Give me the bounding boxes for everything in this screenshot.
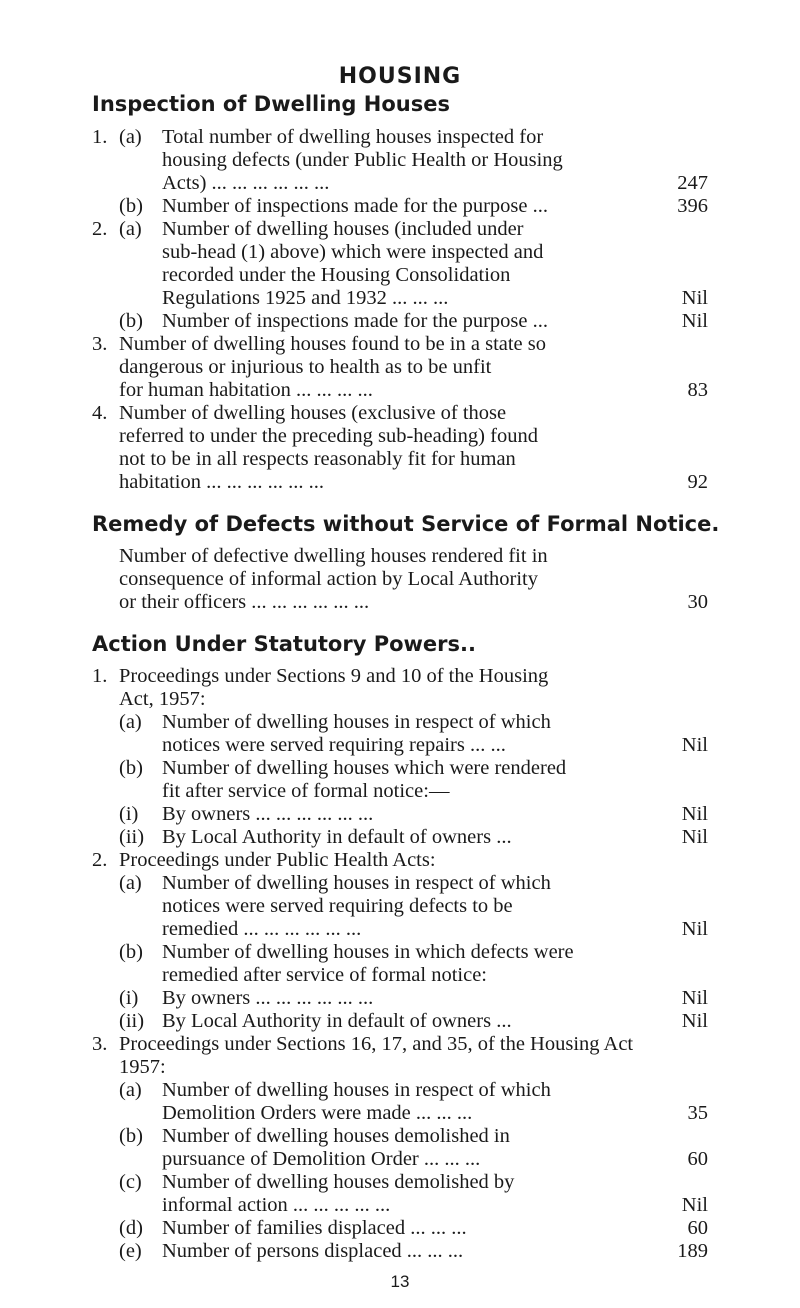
value-cell: 83 bbox=[687, 379, 708, 401]
text-line: Number of persons displaced ... ... ... bbox=[162, 1240, 464, 1262]
text-line: By owners ... ... ... ... ... ... bbox=[162, 803, 374, 825]
section-heading-inspection: Inspection of Dwelling Houses bbox=[92, 92, 450, 116]
text-line: remedied after service of formal notice: bbox=[162, 964, 487, 986]
item-marker: (a) bbox=[119, 711, 142, 733]
item-marker: 3. bbox=[92, 333, 108, 355]
item-marker: (i) bbox=[119, 803, 139, 825]
value-cell: 30 bbox=[687, 591, 708, 613]
item-marker: (d) bbox=[119, 1217, 143, 1239]
text-line: Regulations 1925 and 1932 ... ... ... bbox=[162, 287, 449, 309]
item-marker: (b) bbox=[119, 757, 143, 779]
item-marker: (a) bbox=[119, 126, 142, 148]
value-cell: Nil bbox=[681, 918, 708, 940]
value-cell: 60 bbox=[687, 1217, 708, 1239]
item-marker: (b) bbox=[119, 310, 143, 332]
item-marker: (b) bbox=[119, 1125, 143, 1147]
text-line: Number of dwelling houses (included under bbox=[162, 218, 524, 240]
item-marker: (a) bbox=[119, 218, 142, 240]
text-line: informal action ... ... ... ... ... bbox=[162, 1194, 391, 1216]
text-line: notices were served requiring defects to be bbox=[162, 895, 513, 917]
value-cell: 92 bbox=[687, 471, 708, 493]
value-cell: 60 bbox=[687, 1148, 708, 1170]
text-line: Number of dwelling houses in respect of which bbox=[162, 872, 551, 894]
item-marker: 2. bbox=[92, 218, 108, 240]
item-marker: 3. bbox=[92, 1033, 108, 1055]
text-line: pursuance of Demolition Order ... ... ... bbox=[162, 1148, 481, 1170]
item-marker: (ii) bbox=[119, 826, 145, 848]
text-line: Number of dwelling houses (exclusive of those bbox=[119, 402, 507, 424]
text-line: Number of dwelling houses in which defects were bbox=[162, 941, 574, 963]
text-line: Number of defective dwelling houses rendered fit in bbox=[119, 545, 548, 567]
text-line: not to be in all respects reasonably fit for human bbox=[119, 448, 516, 470]
item-marker: (e) bbox=[119, 1240, 142, 1262]
text-line: Number of inspections made for the purpose ... bbox=[162, 310, 548, 332]
text-line: By owners ... ... ... ... ... ... bbox=[162, 987, 374, 1009]
value-cell: Nil bbox=[681, 734, 708, 756]
value-cell: 247 bbox=[677, 172, 708, 194]
text-line: consequence of informal action by Local Authority bbox=[119, 568, 538, 590]
text-line: Number of inspections made for the purpose ... bbox=[162, 195, 548, 217]
text-line: By Local Authority in default of owners ... bbox=[162, 1010, 512, 1032]
value-cell: 35 bbox=[687, 1102, 708, 1124]
item-marker: (ii) bbox=[119, 1010, 145, 1032]
item-marker: 4. bbox=[92, 402, 108, 424]
text-line: Number of dwelling houses in respect of which bbox=[162, 1079, 551, 1101]
item-marker: (b) bbox=[119, 195, 143, 217]
text-line: Number of dwelling houses demolished in bbox=[162, 1125, 510, 1147]
text-line: habitation ... ... ... ... ... ... bbox=[119, 471, 324, 493]
page-number: 13 bbox=[390, 1272, 410, 1291]
text-line: 1957: bbox=[119, 1056, 166, 1078]
text-line: housing defects (under Public Health or Housing bbox=[162, 149, 563, 171]
section-heading-remedy: Remedy of Defects without Service of Formal Notice. bbox=[92, 512, 720, 536]
text-line: Number of dwelling houses found to be in a state so bbox=[119, 333, 547, 355]
text-line: recorded under the Housing Consolidation bbox=[162, 264, 511, 286]
value-cell: Nil bbox=[681, 1194, 708, 1216]
text-line: Demolition Orders were made ... ... ... bbox=[162, 1102, 473, 1124]
item-marker: 2. bbox=[92, 849, 108, 871]
text-line: fit after service of formal notice:— bbox=[162, 780, 450, 802]
text-line: Proceedings under Sections 16, 17, and 35, of the Housing Act bbox=[119, 1033, 634, 1055]
text-line: Number of families displaced ... ... ... bbox=[162, 1217, 467, 1239]
text-line: sub-head (1) above) which were inspected and bbox=[162, 241, 544, 263]
item-marker: (c) bbox=[119, 1171, 142, 1193]
item-marker: (i) bbox=[119, 987, 139, 1009]
item-marker: 1. bbox=[92, 665, 108, 687]
text-line: Proceedings under Sections 9 and 10 of the Housing bbox=[119, 665, 549, 687]
text-line: notices were served requiring repairs ... ... bbox=[162, 734, 506, 756]
text-line: Total number of dwelling houses inspected for bbox=[162, 126, 544, 148]
text-line: Number of dwelling houses in respect of which bbox=[162, 711, 551, 733]
value-cell: Nil bbox=[681, 803, 708, 825]
section-heading-statutory: Action Under Statutory Powers.. bbox=[92, 632, 476, 656]
text-line: for human habitation ... ... ... ... bbox=[119, 379, 373, 401]
value-cell: Nil bbox=[681, 826, 708, 848]
page-title: HOUSING bbox=[338, 64, 462, 89]
text-line: Proceedings under Public Health Acts: bbox=[119, 849, 436, 871]
text-line: Number of dwelling houses demolished by bbox=[162, 1171, 515, 1193]
item-marker: (a) bbox=[119, 872, 142, 894]
text-line: or their officers ... ... ... ... ... ... bbox=[119, 591, 370, 613]
value-cell: 189 bbox=[677, 1240, 708, 1262]
text-line: Acts) ... ... ... ... ... ... bbox=[162, 172, 330, 194]
text-line: Act, 1957: bbox=[119, 688, 206, 710]
value-cell: 396 bbox=[677, 195, 708, 217]
text-line: dangerous or injurious to health as to be unfit bbox=[119, 356, 492, 378]
value-cell: Nil bbox=[681, 1010, 708, 1032]
text-line: referred to under the preceding sub-heading) found bbox=[119, 425, 538, 447]
item-marker: (b) bbox=[119, 941, 143, 963]
item-marker: 1. bbox=[92, 126, 108, 148]
value-cell: Nil bbox=[681, 987, 708, 1009]
text-line: Number of dwelling houses which were rendered bbox=[162, 757, 567, 779]
value-cell: Nil bbox=[681, 310, 708, 332]
text-line: By Local Authority in default of owners ... bbox=[162, 826, 512, 848]
value-cell: Nil bbox=[681, 287, 708, 309]
text-line: remedied ... ... ... ... ... ... bbox=[162, 918, 362, 940]
item-marker: (a) bbox=[119, 1079, 142, 1101]
